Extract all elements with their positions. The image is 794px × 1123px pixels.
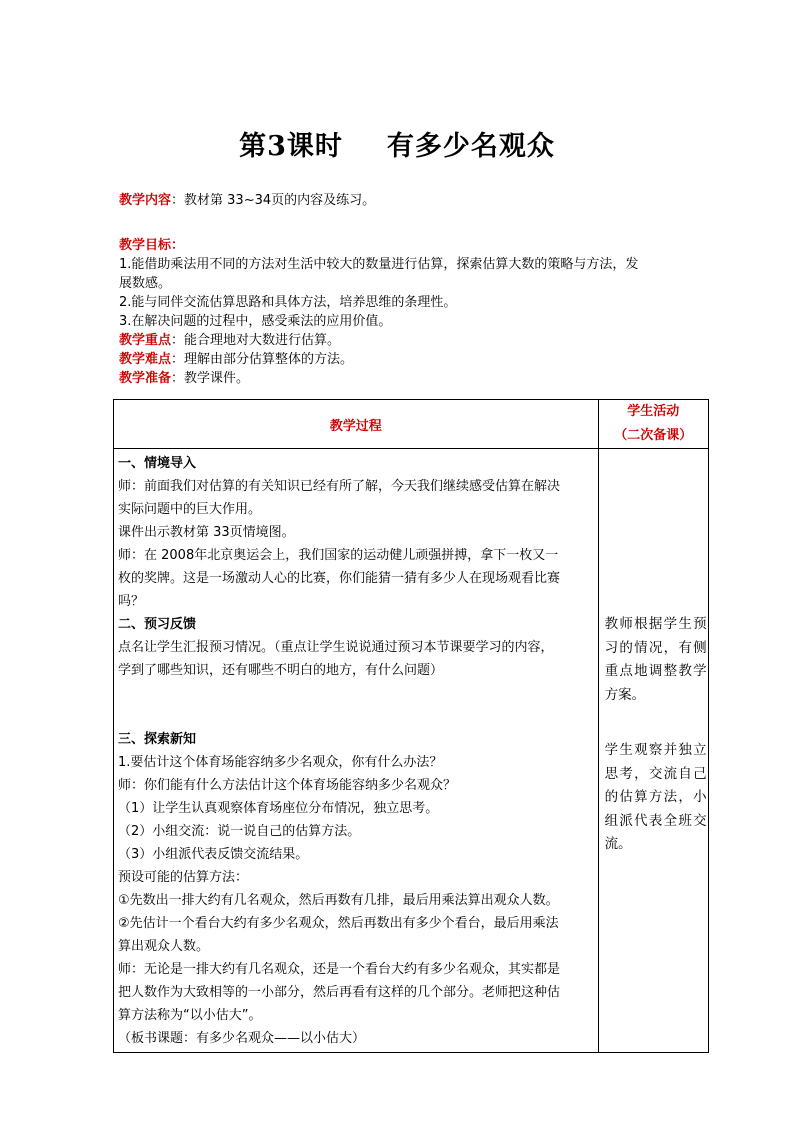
section-heading: 三、探索新知 — [118, 732, 197, 747]
student-activity-cell — [598, 449, 708, 1053]
goal-item: 展数感。 — [119, 276, 172, 291]
goal-item: 2.能与同伴交流估算思路和具体方法，培养思维的条理性。 — [119, 295, 457, 310]
teaching-goals-label: 教学目标 — [119, 238, 172, 253]
teaching-process-cell: 一、情境导入 师：前面我们对估算的有关知识已经有所了解，今天我们继续感受估算在解决 实际问题中的巨大作用。 课件出示教材第 33页情境图。 师：在 2008年北京奥运会上，我们国家的运动健儿顽强拼搏，拿下一枚又一 枚的奖牌。这是一场激动人心的比赛，你们能猜一猜有多少人在现场观看比赛 吗？ 二、预习反馈 点名让学生汇报预习情况。（重点让学生说说通过预习本节课要学习的内容， 学到了哪些知识，还有哪些不明白的地方，有什么问题） 三、探索新知 1.要估计这个体育场能容纳多少名观众，你有什么办法？ 师：你们能有什么方法估计这个体育场能容纳多少名观众？ （1）让学生认真观察体育场座位分布情况，独立思考。 （2）小组交流：说一说自己的估算方法。 （3）小组派代表反馈交流结果。 预设可能的估算方法： ①先数出一排大约有几名观众，然后再数有几排，最后用乘法算出观众人数。 ②先估计一个看台大约有多少名观众，然后再数出有多少个看台，最后用乘法 算出观众人数。 师：无论是一排大约有几名观众，还是一个看台大约有多少名观众，其实都是 把人数作为大致相等的一小部分，然后再看有这样的几个部分。老师把这种估 算方法称为“以小估大”。 （板书课题：有多少名观众——以小估大） — [114, 449, 599, 1053]
section-heading: 二、预习反馈 — [118, 617, 197, 632]
student-note-preview: 教师根据学生预习的情况，有侧重点地调整教学方案。 — [604, 616, 707, 703]
section-heading: 一、情境导入 — [118, 456, 197, 471]
teaching-content-label: 教学内容 — [119, 193, 172, 208]
teaching-difficulty-text: ：理解由部分估算整体的方法。 — [171, 352, 354, 367]
teaching-key — [119, 331, 699, 350]
header-student-activity: 学生活动 （二次备课） — [598, 400, 708, 449]
goal-item: 3.在解决问题的过程中，感受乘法的应用价值。 — [119, 314, 392, 329]
header-teaching-process: 教学过程 — [114, 400, 599, 449]
teaching-content — [119, 191, 699, 210]
teaching-difficulty-label: 教学难点 — [119, 352, 172, 367]
teaching-prep — [119, 369, 699, 388]
student-note-explore: 学生观察并独立思考，交流自己的估算方法，小组派代表全班交流。 — [604, 742, 707, 852]
teaching-goals: 教学目标： 1.能借助乘法用不同的方法对生活中较大的数量进行估算，探索估算大数的策略与方法，发 展数感。 2.能与同伴交流估算思路和具体方法，培养思维的条理性。 3.在解决问题的过程中，感受乘法的应用价值。 教学重点：能合理地对大数进行估算。 教学难点：理解由部分估算整体的方法。 教学准备：教学课件。 — [119, 236, 699, 388]
teaching-difficulty — [119, 350, 699, 369]
teaching-prep-text: ：教学课件。 — [171, 371, 250, 386]
teaching-key-label: 教学重点 — [119, 333, 172, 348]
teaching-key-text: ：能合理地对大数进行估算。 — [171, 333, 341, 348]
lesson-name: 有多少名观众 — [386, 131, 555, 162]
table-header-row — [114, 400, 709, 449]
lesson-number: 第3课时 — [239, 131, 343, 162]
teaching-content-text: ：教材第 33~34页的内容及练习。 — [171, 193, 376, 208]
lesson-table — [113, 399, 709, 1053]
table-body-row — [114, 449, 709, 1053]
teaching-prep-label: 教学准备 — [119, 371, 172, 386]
goal-item: 1.能借助乘法用不同的方法对生活中较大的数量进行估算，探索估算大数的策略与方法，发 — [119, 257, 639, 272]
page-title — [0, 124, 794, 163]
